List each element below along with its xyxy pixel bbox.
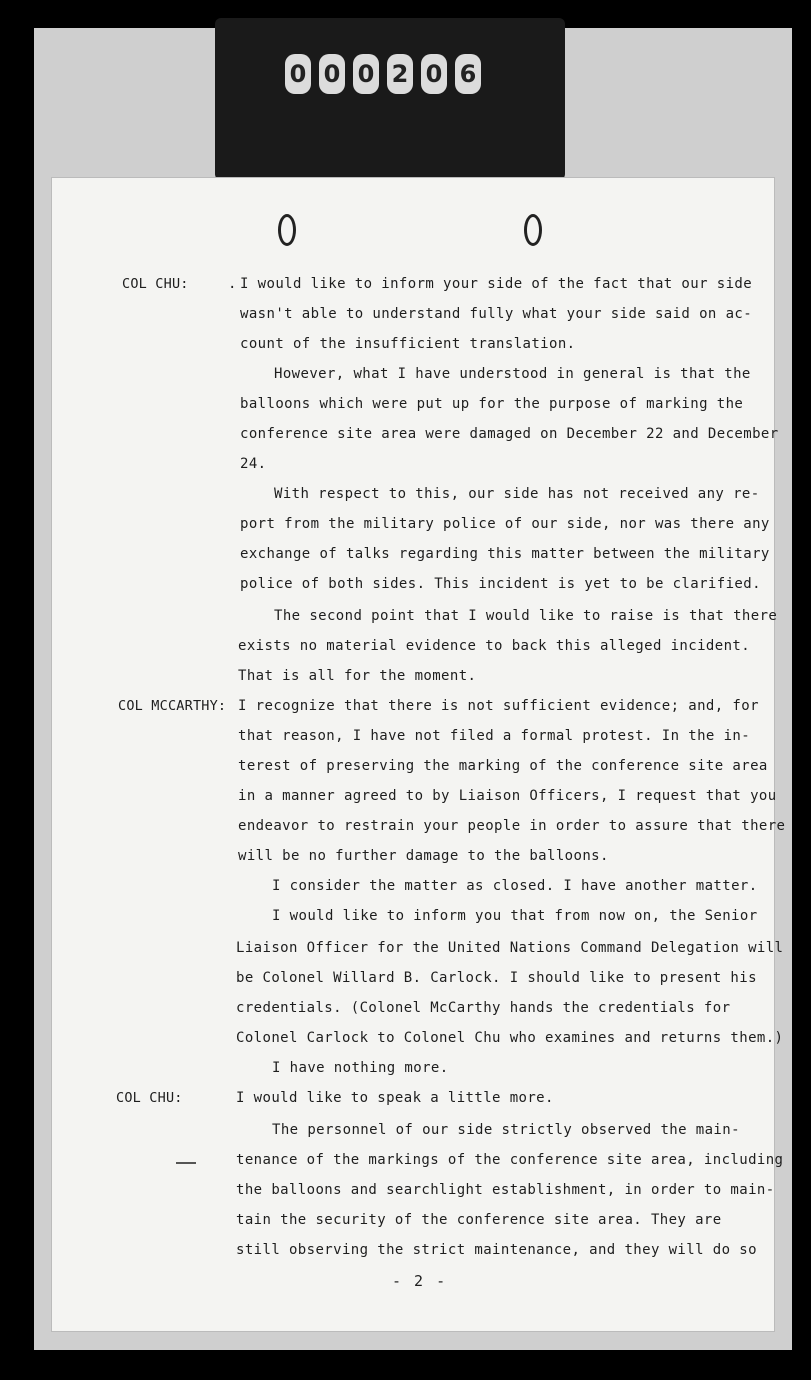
- transcript-line: I would like to inform your side of the fact that our side: [240, 276, 753, 292]
- transcript-line: I consider the matter as closed. I have another matter.: [272, 878, 758, 894]
- frame-counter: [285, 44, 481, 104]
- bullet-mark: .: [228, 276, 237, 292]
- speaker-label: COL MCCARTHY:: [118, 698, 227, 714]
- transcript-line: balloons which were put up for the purpose of marking the: [240, 396, 744, 412]
- transcript-line: I would like to inform you that from now on, the Senior: [272, 908, 758, 924]
- frame-counter-device: [215, 18, 565, 180]
- transcript-line: tenance of the markings of the conference site area, including: [236, 1152, 784, 1168]
- speaker-label: COL CHU:: [122, 276, 189, 292]
- counter-digit: 0: [319, 54, 345, 94]
- transcript-line: 24.: [240, 456, 267, 472]
- transcript-line: the balloons and searchlight establishment, in order to main-: [236, 1182, 775, 1198]
- punch-hole: [524, 214, 542, 246]
- transcript-line: I have nothing more.: [272, 1060, 449, 1076]
- speaker-label: COL CHU:: [116, 1090, 183, 1106]
- counter-digit: 6: [455, 54, 481, 94]
- transcript-line: count of the insufficient translation.: [240, 336, 576, 352]
- transcript-line: credentials. (Colonel McCarthy hands the credentials for: [236, 1000, 731, 1016]
- transcript-line: The personnel of our side strictly observed the main-: [272, 1122, 740, 1138]
- transcript-line: However, what I have understood in general is that the: [274, 366, 751, 382]
- transcript-line: wasn't able to understand fully what your side said on ac-: [240, 306, 753, 322]
- transcript-line: tain the security of the conference site area. They are: [236, 1212, 722, 1228]
- transcript-line: conference site area were damaged on December 22 and December: [240, 426, 779, 442]
- counter-digit: 2: [387, 54, 413, 94]
- transcript-line: will be no further damage to the balloons.: [238, 848, 609, 864]
- transcript-line: With respect to this, our side has not received any re-: [274, 486, 760, 502]
- page-number: - 2 -: [392, 1272, 448, 1290]
- punch-hole: [278, 214, 296, 246]
- transcript-line: exists no material evidence to back this alleged incident.: [238, 638, 751, 654]
- counter-digit: 0: [285, 54, 311, 94]
- transcript-line: Liaison Officer for the United Nations Command Delegation will: [236, 940, 784, 956]
- transcript-line: The second point that I would like to raise is that there: [274, 608, 778, 624]
- transcript-line: port from the military police of our side, nor was there any: [240, 516, 770, 532]
- transcript-line: that reason, I have not filed a formal protest. In the in-: [238, 728, 751, 744]
- transcript-line: police of both sides. This incident is yet to be clarified.: [240, 576, 761, 592]
- transcript-line: still observing the strict maintenance, and they will do so: [236, 1242, 757, 1258]
- transcript-line: be Colonel Willard B. Carlock. I should like to present his: [236, 970, 757, 986]
- typed-page: [52, 178, 786, 1331]
- transcript-line: endeavor to restrain your people in order to assure that there: [238, 818, 786, 834]
- counter-digit: 0: [353, 54, 379, 94]
- transcript-line: I recognize that there is not sufficient evidence; and, for: [238, 698, 759, 714]
- transcript-line: terest of preserving the marking of the conference site area: [238, 758, 768, 774]
- transcript-line: Colonel Carlock to Colonel Chu who examines and returns them.): [236, 1030, 784, 1046]
- transcript-line: in a manner agreed to by Liaison Officers, I request that you: [238, 788, 777, 804]
- counter-digit: 0: [421, 54, 447, 94]
- transcript-line: exchange of talks regarding this matter between the military: [240, 546, 770, 562]
- transcript-line: That is all for the moment.: [238, 668, 477, 684]
- margin-dash: [176, 1162, 196, 1164]
- transcript-line: I would like to speak a little more.: [236, 1090, 554, 1106]
